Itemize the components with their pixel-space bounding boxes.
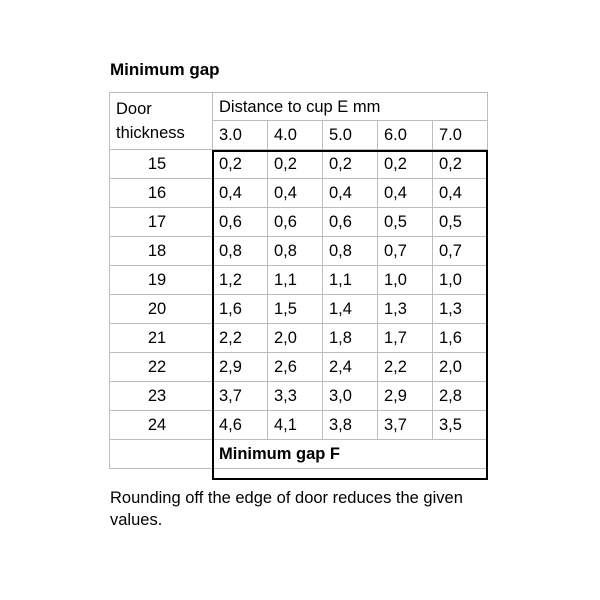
gap-value-cell: 0,6 <box>213 208 268 237</box>
door-thickness-header <box>110 93 213 150</box>
table-row <box>110 324 488 353</box>
door-thickness-cell: 22 <box>110 353 213 382</box>
door-thickness-header-line1: Door <box>116 100 152 118</box>
table-row <box>110 266 488 295</box>
gap-value-cell: 1,1 <box>268 266 323 295</box>
gap-value-cell: 3,8 <box>323 411 378 440</box>
column-header: 7.0 <box>433 121 488 150</box>
gap-value-cell: 4,1 <box>268 411 323 440</box>
footer-blank-cell <box>110 440 213 469</box>
gap-value-cell: 0,4 <box>433 179 488 208</box>
gap-value-cell: 0,7 <box>378 237 433 266</box>
gap-value-cell: 4,6 <box>213 411 268 440</box>
gap-value-cell: 1,4 <box>323 295 378 324</box>
gap-value-cell: 1,8 <box>323 324 378 353</box>
page-title: Minimum gap <box>110 60 220 79</box>
door-thickness-cell: 16 <box>110 179 213 208</box>
gap-value-cell: 3,5 <box>433 411 488 440</box>
table-row <box>110 353 488 382</box>
column-header: 3.0 <box>213 121 268 150</box>
gap-value-cell: 0,2 <box>323 150 378 179</box>
gap-value-cell: 3,0 <box>323 382 378 411</box>
table-row <box>110 208 488 237</box>
gap-value-cell: 0,5 <box>378 208 433 237</box>
table-row <box>110 179 488 208</box>
gap-value-cell: 0,2 <box>378 150 433 179</box>
gap-value-cell: 0,8 <box>213 237 268 266</box>
gap-value-cell: 0,2 <box>433 150 488 179</box>
gap-value-cell: 1,5 <box>268 295 323 324</box>
gap-value-cell: 2,6 <box>268 353 323 382</box>
door-thickness-cell: 20 <box>110 295 213 324</box>
rounding-note: Rounding off the edge of door reduces the given values. <box>110 489 463 529</box>
gap-value-cell: 2,0 <box>433 353 488 382</box>
gap-value-cell: 1,1 <box>323 266 378 295</box>
minimum-gap-table <box>109 92 488 469</box>
gap-value-cell: 0,2 <box>268 150 323 179</box>
door-thickness-cell: 17 <box>110 208 213 237</box>
footer-row <box>110 440 488 469</box>
gap-value-cell: 1,3 <box>378 295 433 324</box>
gap-value-cell: 2,2 <box>213 324 268 353</box>
gap-value-cell: 1,3 <box>433 295 488 324</box>
door-thickness-cell: 18 <box>110 237 213 266</box>
gap-value-cell: 0,7 <box>433 237 488 266</box>
gap-value-cell: 1,6 <box>433 324 488 353</box>
gap-value-cell: 0,6 <box>323 208 378 237</box>
table-row <box>110 237 488 266</box>
door-thickness-cell: 24 <box>110 411 213 440</box>
gap-value-cell: 0,4 <box>213 179 268 208</box>
header-row-1 <box>110 93 488 121</box>
column-header: 5.0 <box>323 121 378 150</box>
distance-to-cup-header: Distance to cup E mm <box>213 93 488 121</box>
table-row <box>110 295 488 324</box>
column-header: 4.0 <box>268 121 323 150</box>
gap-value-cell: 0,8 <box>268 237 323 266</box>
table-row <box>110 382 488 411</box>
door-thickness-cell: 21 <box>110 324 213 353</box>
gap-value-cell: 1,0 <box>378 266 433 295</box>
door-thickness-cell: 19 <box>110 266 213 295</box>
table-row <box>110 411 488 440</box>
gap-value-cell: 0,4 <box>268 179 323 208</box>
gap-value-cell: 0,2 <box>213 150 268 179</box>
gap-value-cell: 2,8 <box>433 382 488 411</box>
door-thickness-header-line2: thickness <box>116 124 185 142</box>
gap-value-cell: 1,7 <box>378 324 433 353</box>
gap-value-cell: 0,8 <box>323 237 378 266</box>
door-thickness-cell: 15 <box>110 150 213 179</box>
gap-value-cell: 1,2 <box>213 266 268 295</box>
gap-value-cell: 1,6 <box>213 295 268 324</box>
gap-value-cell: 2,2 <box>378 353 433 382</box>
gap-value-cell: 3,7 <box>213 382 268 411</box>
gap-value-cell: 2,4 <box>323 353 378 382</box>
table-row <box>110 150 488 179</box>
column-header: 6.0 <box>378 121 433 150</box>
door-thickness-cell: 23 <box>110 382 213 411</box>
gap-value-cell: 0,4 <box>378 179 433 208</box>
gap-value-cell: 2,9 <box>378 382 433 411</box>
gap-value-cell: 0,5 <box>433 208 488 237</box>
gap-value-cell: 2,9 <box>213 353 268 382</box>
minimum-gap-f-label: Minimum gap F <box>213 440 488 469</box>
gap-value-cell: 2,0 <box>268 324 323 353</box>
gap-value-cell: 3,3 <box>268 382 323 411</box>
gap-value-cell: 0,4 <box>323 179 378 208</box>
gap-value-cell: 1,0 <box>433 266 488 295</box>
gap-value-cell: 3,7 <box>378 411 433 440</box>
gap-value-cell: 0,6 <box>268 208 323 237</box>
